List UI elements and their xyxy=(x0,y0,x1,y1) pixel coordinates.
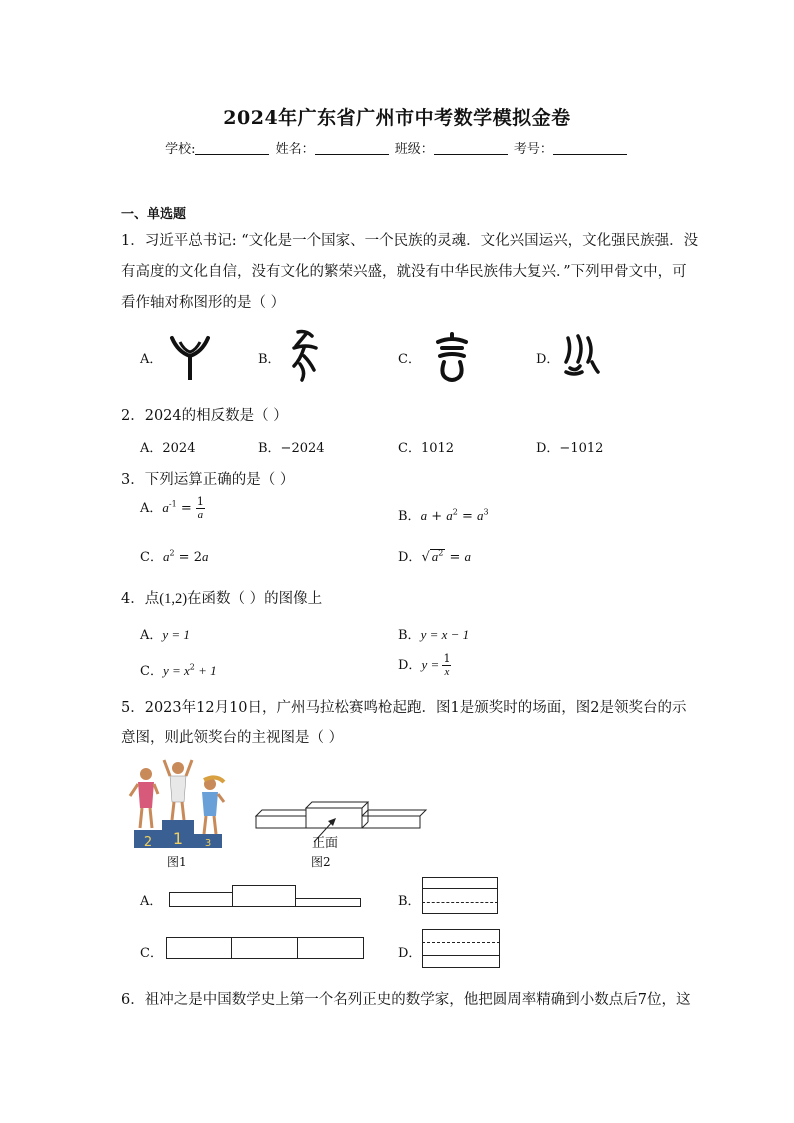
q5-option-a-label: A． xyxy=(140,894,163,909)
q3-a-fraction xyxy=(196,496,205,521)
q3-a-base: a xyxy=(162,500,169,515)
q2-option-c: C．1012 xyxy=(398,441,455,456)
q4-option-d xyxy=(398,653,451,678)
athlete-3-body xyxy=(202,792,218,816)
q3-c-base: a xyxy=(162,549,170,564)
q4-c-tail: + 1 xyxy=(194,663,217,678)
q3-d-exponent: 2 xyxy=(438,548,444,558)
q4-b-expression: y = x − 1 xyxy=(420,627,470,642)
q1-line-2: 有高度的文化自信，没有文化的繁荣兴盛，就没有中华民族伟大复兴．”下列甲骨文中，可 xyxy=(121,264,687,280)
q1-option-b-label: B． xyxy=(258,352,281,367)
student-info-line xyxy=(0,138,794,157)
exam-number-label: 考号： xyxy=(513,142,553,157)
q4-option-c-label: C． xyxy=(140,664,163,679)
q4-a-expression: y = 1 xyxy=(162,627,190,642)
q3-option-d-label: D． xyxy=(398,550,422,565)
athlete-1-head xyxy=(172,762,184,774)
name-blank[interactable] xyxy=(315,141,389,155)
q3-b-equals: = xyxy=(457,509,477,524)
podium-number-2: 2 xyxy=(143,835,153,850)
q5-line-2: 意图，则此领奖台的主视图是（ ） xyxy=(121,730,344,746)
q5-d-outline xyxy=(422,929,500,968)
podium-center-top xyxy=(306,802,368,808)
q3-c-equals: = 2 xyxy=(174,550,202,565)
q1-option-d-label: D． xyxy=(536,352,560,367)
athlete-2-head xyxy=(140,768,152,780)
figure-2-podium-diagram xyxy=(252,798,434,850)
q5-option-b-label: B． xyxy=(398,894,421,909)
class-label: 班级： xyxy=(394,142,434,157)
section-title: 一、单选题 xyxy=(121,207,187,222)
q5-a-left-block xyxy=(169,892,233,907)
q2-option-b: B．−2024 xyxy=(258,441,325,456)
q3-a-exponent: -1 xyxy=(168,499,177,509)
q3-option-c xyxy=(140,546,208,565)
q5-d-dashed-line xyxy=(422,942,500,943)
q2-option-d: D．−1012 xyxy=(536,441,604,456)
podium-right-top xyxy=(362,810,426,816)
athlete-1-body xyxy=(170,776,186,802)
q5-option-d-label: D． xyxy=(398,946,422,961)
q5-option-c-label: C． xyxy=(140,946,163,961)
front-label: 正面 xyxy=(312,836,339,851)
q4-d-prefix: y = xyxy=(421,657,443,672)
q6-line-1: 6．祖冲之是中国数学史上第一个名列正史的数学家，他把圆周率精确到小数点后7位，这 xyxy=(121,992,691,1008)
q4-stem-suffix: 在函数（ ）的图像上 xyxy=(187,591,323,607)
q5-c-divider-2 xyxy=(297,937,298,959)
q5-line-1: 5．2023年12月10日，广州马拉松赛鸣枪起跑．图1是颁奖时的场面，图2是领奖台的示 xyxy=(121,700,687,716)
q3-c-exponent: 2 xyxy=(169,548,175,558)
q5-b-outline xyxy=(422,877,498,914)
q4-c-exponent: 2 xyxy=(189,662,195,672)
q1-line-3: 看作轴对称图形的是（ ） xyxy=(121,295,286,311)
q4-option-a xyxy=(140,624,190,643)
q5-b-dashed-line xyxy=(422,902,498,903)
q5-d-solid-line xyxy=(422,955,500,956)
q3-b-term-1: a xyxy=(420,508,428,523)
school-blank[interactable] xyxy=(195,141,269,155)
q3-option-b xyxy=(398,505,489,524)
q3-stem: 3．下列运算正确的是（ ） xyxy=(121,472,295,488)
q5-c-divider-1 xyxy=(231,937,232,959)
oracle-glyph-d-image xyxy=(562,332,602,378)
q3-a-denominator: a xyxy=(197,509,204,521)
q2-stem: 2．2024的相反数是（ ） xyxy=(121,408,288,424)
q4-stem-prefix: 4．点 xyxy=(121,591,160,607)
q3-d-radicand: a xyxy=(431,549,439,564)
q5-a-right-block xyxy=(295,898,361,907)
q4-d-fraction xyxy=(442,653,451,678)
q4-option-c xyxy=(140,660,217,679)
q3-option-d xyxy=(398,546,471,565)
q3-b-plus: + xyxy=(427,509,447,524)
q3-d-result: a xyxy=(464,549,471,564)
figure-1-podium-photo xyxy=(124,758,228,850)
podium-center-front xyxy=(306,808,362,828)
q3-option-c-label: C． xyxy=(140,550,163,565)
q1-line-1: 1．习近平总书记: “文化是一个国家、一个民族的灵魂．文化兴国运兴，文化强民族强．没 xyxy=(121,233,699,249)
q4-point: (1,2) xyxy=(159,591,188,607)
q3-a-numerator: 1 xyxy=(196,495,204,508)
q4-c-expression: y = x xyxy=(162,663,190,678)
page-title: 2024年广东省广州市中考数学模拟金卷 xyxy=(223,107,571,129)
q3-b-term-2: a xyxy=(446,508,453,523)
q4-option-d-label: D． xyxy=(398,658,422,673)
q3-option-b-label: B． xyxy=(398,509,421,524)
q3-a-equals: = xyxy=(176,501,196,516)
podium-number-1: 1 xyxy=(172,829,184,848)
oracle-glyph-b-image xyxy=(286,326,326,384)
q4-stem xyxy=(121,587,322,608)
q1-option-c-label: C． xyxy=(398,352,421,367)
figure-2-caption: 图2 xyxy=(311,855,331,869)
school-label: 学校: xyxy=(165,142,196,157)
class-blank[interactable] xyxy=(434,141,508,155)
podium-number-3: 3 xyxy=(204,838,212,849)
oracle-glyph-a-image xyxy=(164,330,216,384)
q3-d-equals: = xyxy=(445,550,465,565)
q2-option-a: A．2024 xyxy=(140,441,196,456)
podium-right-front xyxy=(362,816,420,828)
q3-b-exponent-3: 3 xyxy=(483,507,489,517)
q3-b-result: a xyxy=(477,508,484,523)
q3-c-result: a xyxy=(201,549,209,564)
q3-b-exponent-2: 2 xyxy=(452,507,458,517)
q5-a-center-block xyxy=(232,885,296,907)
podium-left-front xyxy=(256,816,310,828)
q3-option-a xyxy=(140,496,205,521)
q4-d-denominator: x xyxy=(444,666,450,678)
q5-c-outline xyxy=(166,937,364,959)
q4-option-b-label: B． xyxy=(398,628,421,643)
figure-1-caption: 图1 xyxy=(167,855,187,869)
q5-b-solid-line xyxy=(422,888,498,889)
exam-number-blank[interactable] xyxy=(553,141,627,155)
q1-option-a-label: A． xyxy=(140,352,163,367)
name-label: 姓名： xyxy=(275,142,315,157)
athlete-2-body xyxy=(138,782,154,808)
sqrt-icon: √ xyxy=(421,550,430,565)
q4-d-numerator: 1 xyxy=(443,652,451,665)
q4-option-a-label: A． xyxy=(140,628,163,643)
oracle-glyph-c-image xyxy=(432,330,472,384)
q4-option-b xyxy=(398,624,469,643)
q3-option-a-label: A． xyxy=(140,501,163,516)
